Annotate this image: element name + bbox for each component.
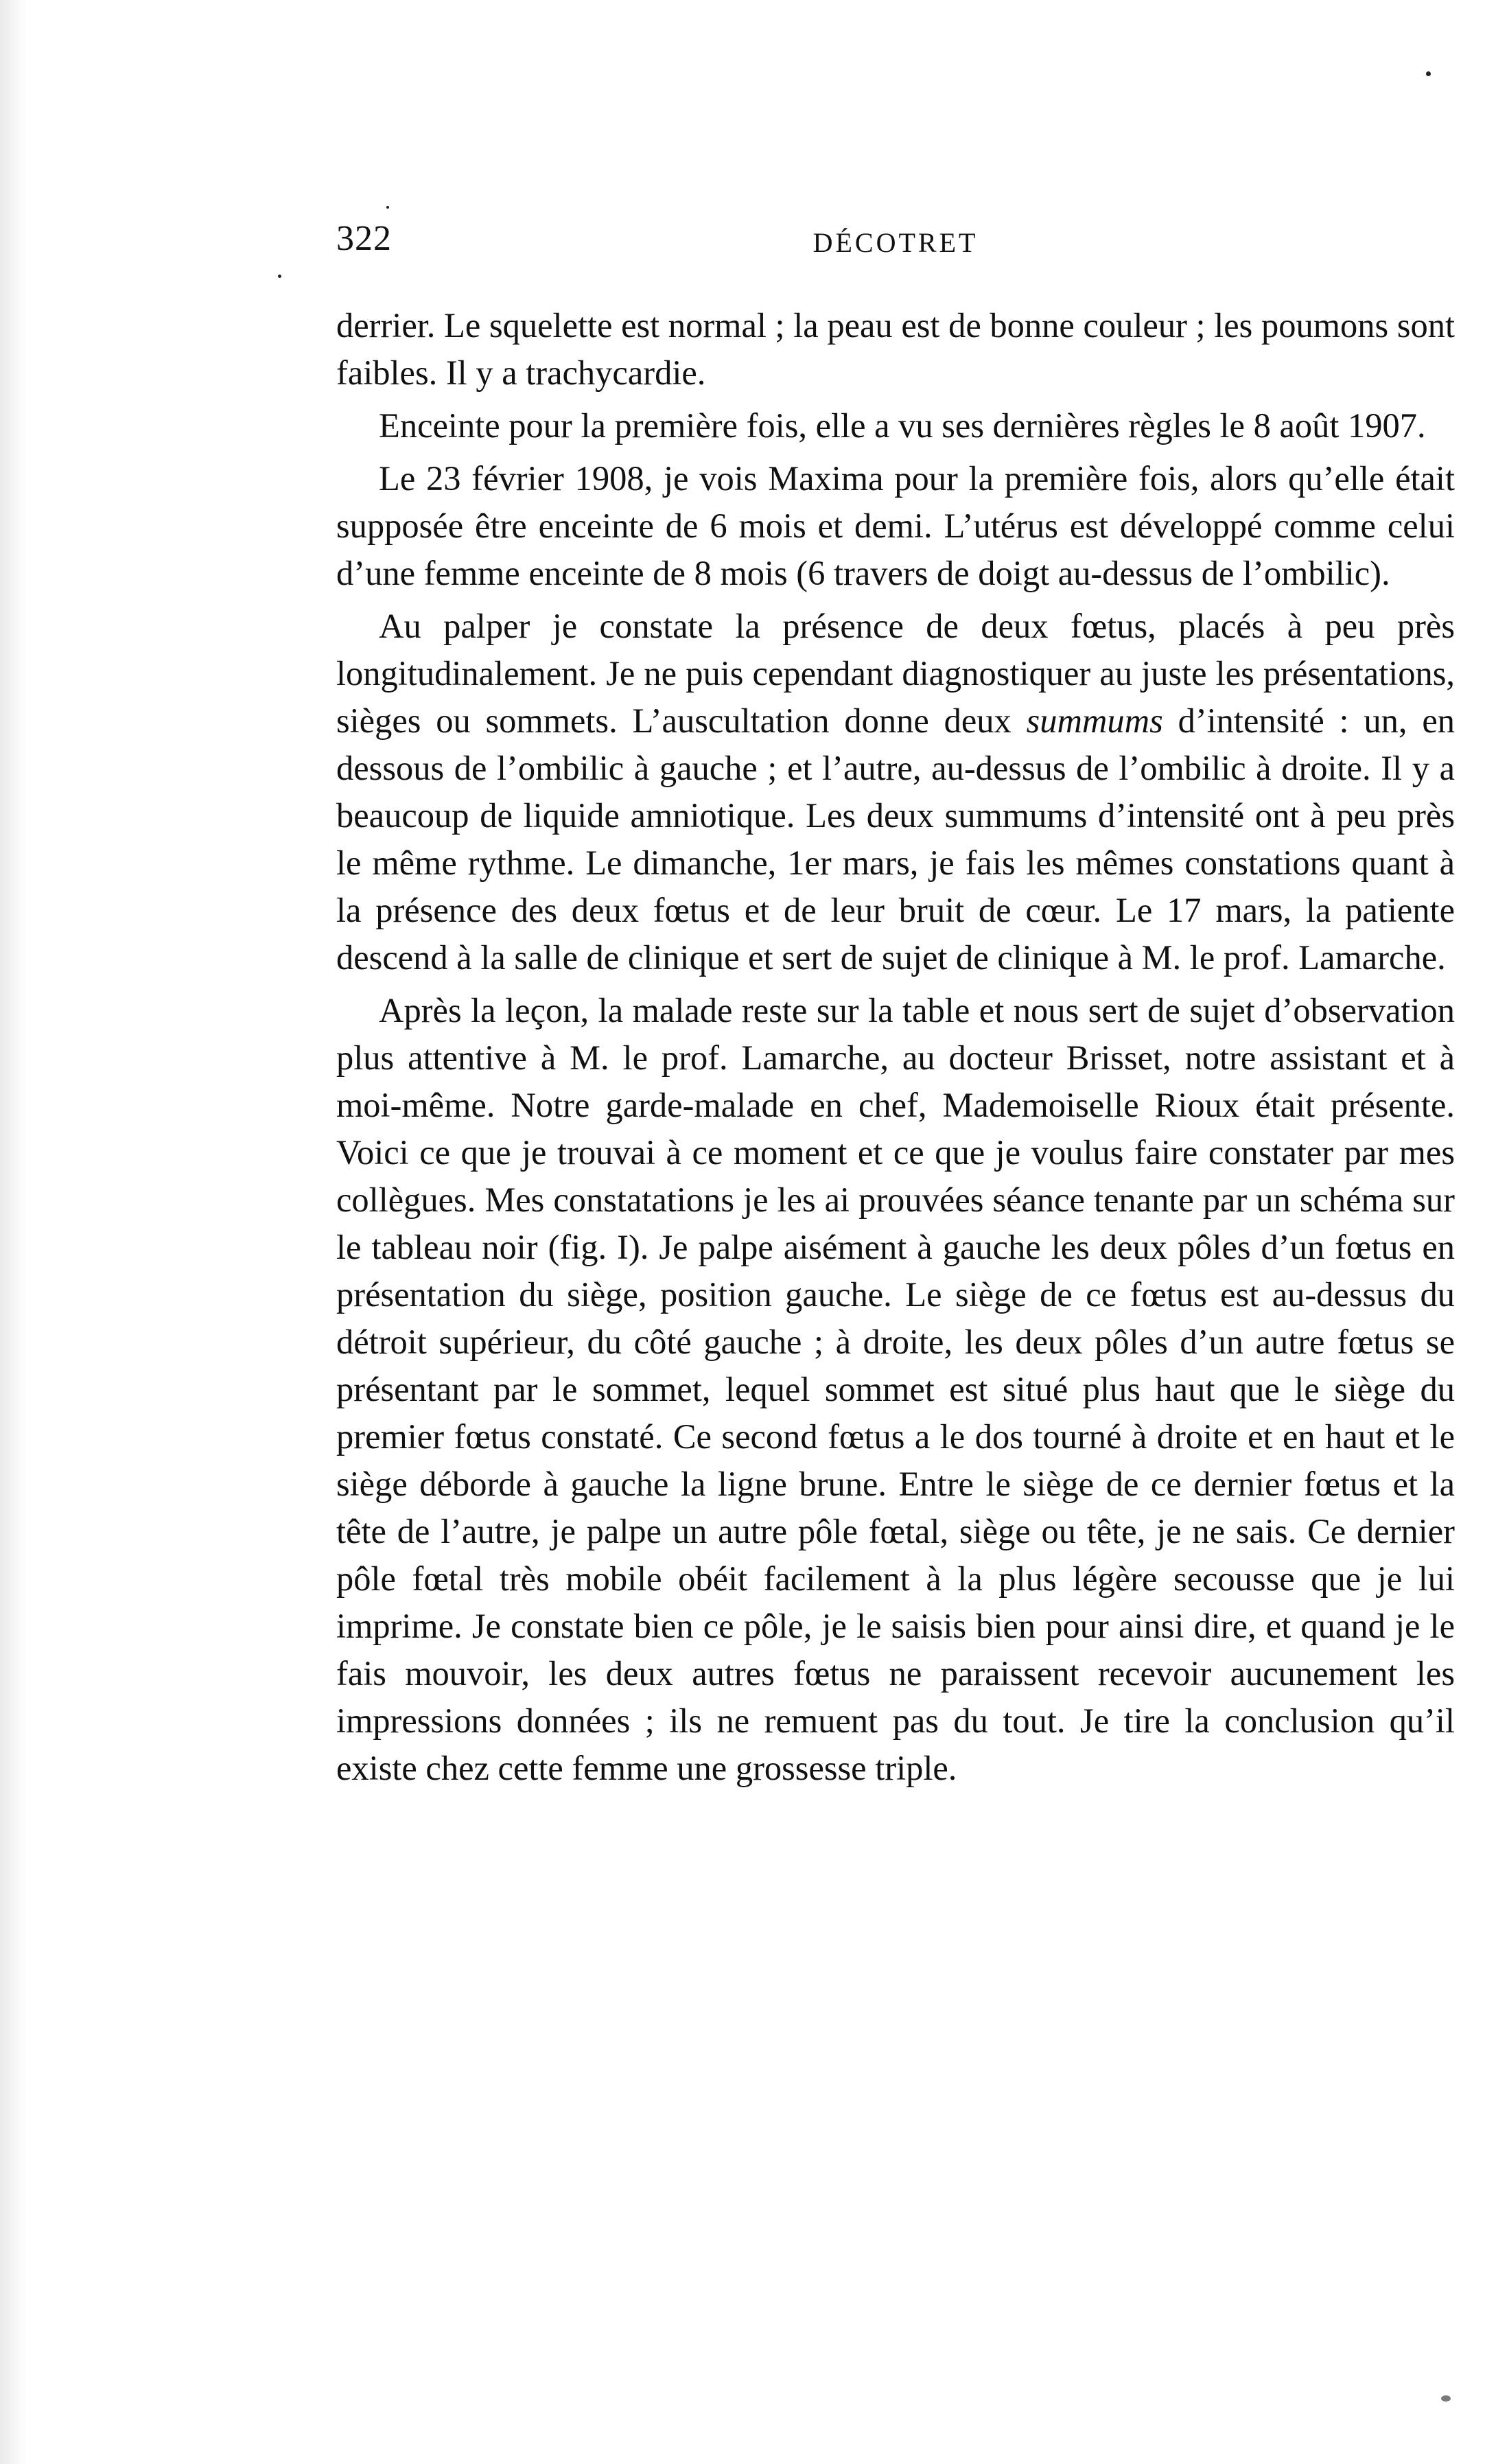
page-header	[336, 218, 1455, 266]
paragraph-1: derrier. Le squelette est normal ; la peau est de bonne couleur ; les poumons sont faibles. Il y a trachycardie.	[336, 306, 1455, 392]
body-text	[336, 302, 1455, 1798]
scan-speck	[386, 206, 389, 209]
scan-speck	[1441, 2395, 1451, 2402]
paragraph-2: Enceinte pour la première fois, elle a vu ses dernières règles le 8 août 1907.	[379, 406, 1426, 445]
scan-speck	[1426, 71, 1431, 76]
paragraph-4	[336, 603, 1455, 981]
paragraph-4-part-1: Au palper je constate la présence de deux fœtus, placés à peu près longitudinalement. Je ne puis cependant diagnostiquer au juste les présentations, sièges ou sommets. L’auscultation donne deux	[336, 607, 1455, 740]
binding-gutter	[0, 0, 27, 2464]
paragraph-5: Après la leçon, la malade reste sur la table et nous sert de sujet d’observation plus attentive à M. le prof. Lamarche, au docteur Brisset, notre assistant et à moi-même. Notre garde-malade en chef, Mademoiselle Rioux était présente. Voici ce que je trouvai à ce moment et ce que je voulus faire constater par mes collègues. Mes constatations je les ai prouvées séance tenante par un schéma sur le tableau noir (fig. I). Je palpe aisément à gauche les deux pôles d’un fœtus en présentation du siège, position gauche. Le siège de ce fœtus est au-dessus du détroit supérieur, du côté gauche ; à droite, les deux pôles d’un autre fœtus se présentant par le sommet, lequel sommet est situé plus haut que le siège du premier fœtus constaté. Ce second fœtus a le dos tourné à droite et en haut et le siège déborde à gauche la ligne brune. Entre le siège de ce dernier fœtus et la tête de l’autre, je palpe un autre pôle fœtal, siège ou tête, je ne sais. Ce dernier pôle fœtal très mobile obéit facilement à la plus légère secousse que je lui imprime. Je constate bien ce pôle, je le saisis bien pour ainsi dire, et quand je le fais mouvoir, les deux autres fœtus ne paraissent recevoir aucunement les impressions données ; ils ne remuent pas du tout. Je tire la conclusion qu’il existe chez cette femme une grossesse triple.	[336, 991, 1455, 1787]
paragraph-3: Le 23 février 1908, je vois Maxima pour la première fois, alors qu’elle était supposée être enceinte de 6 mois et demi. L’utérus est développé comme celui d’une femme enceinte de 8 mois (6 travers de doigt au-dessus de l’ombilic).	[336, 459, 1455, 592]
italic-term: summums	[1026, 701, 1163, 740]
running-head: DÉCOTRET	[812, 227, 979, 258]
scan-speck	[278, 275, 281, 278]
paragraph-4-part-2: d’intensité : un, en dessous de l’ombilic à gauche ; et l’autre, au-dessus de l’ombilic à droite. Il y a beaucoup de liquide amniotique. Les deux summums d’intensité ont à peu près le même rythme. Le dimanche, 1er mars, je fais les mêmes constations quant à la présence des deux fœtus et de leur bruit de cœur. Le 17 mars, la patiente descend à la salle de clinique et sert de sujet de clinique à M. le prof. Lamarche.	[336, 701, 1455, 977]
page-number: 322	[336, 219, 392, 258]
